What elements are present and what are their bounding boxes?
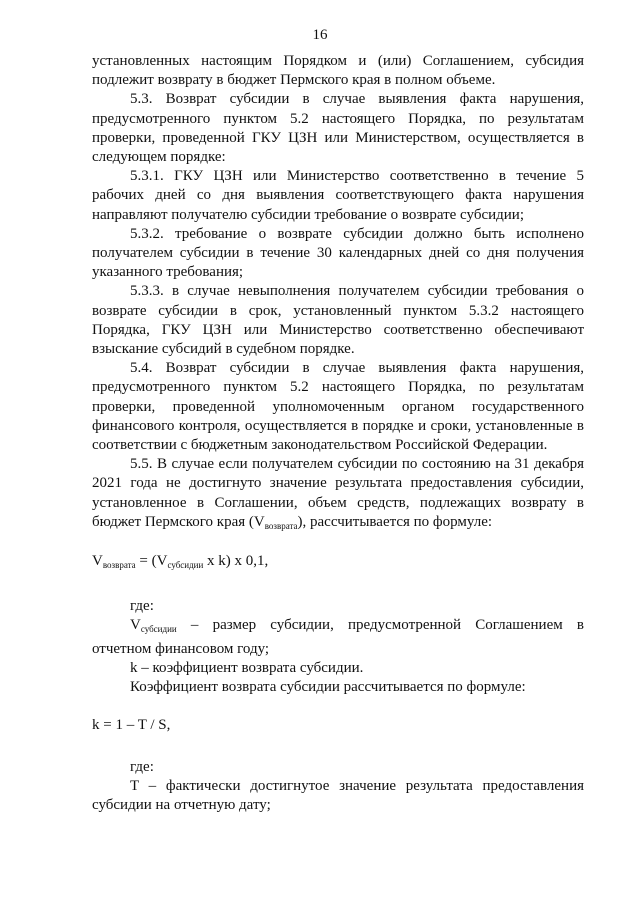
definition-k: k – коэффициент возврата субсидии.	[130, 659, 364, 676]
where-label-2: где:	[130, 758, 154, 775]
where-label-1: где:	[130, 598, 154, 615]
coefficient-intro: Коэффициент возврата субсидии рассчитывается по формуле:	[130, 679, 526, 696]
definition-t: T – фактически достигнутое значение результата предоставления субсидии на отчетную дату;	[92, 777, 584, 813]
paragraph-5-5	[92, 455, 584, 536]
definition-v-subsidy: $V_{субсидии}$ – размер субсидии, предусмотренной Соглашением в отчетном финансовом году;	[92, 617, 584, 657]
page-number: 16	[312, 27, 328, 43]
formula-coefficient: k = 1 – T / S,	[92, 717, 171, 734]
paragraph-5-3-3: 5.3.3. в случае невыполнения получателем субсидии требования о возврате субсидии в срок, установленный пунктом 5.3.2 настоящего Порядка, ГКУ ЦЗН или Министерство соответственно обеспечивают взыскание субсидий в судебном порядке.	[92, 283, 584, 358]
document-body	[92, 52, 584, 815]
paragraph-continuation: установленных настоящим Порядком и (или) Соглашением, субсидия подлежит возврату в бюджет Пермского края в полном объеме.	[92, 53, 584, 89]
paragraph-5-3-1: 5.3.1. ГКУ ЦЗН или Министерство соответственно в течение 5 рабочих дней со дня выявления соответствующего факта нарушения направляют получателю субсидии требование о возврате субсидии;	[92, 168, 584, 223]
paragraph-5-3: 5.3. Возврат субсидии в случае выявления факта нарушения, предусмотренного пунктом 5.2 настоящего Порядка, по результатам проверки, проведенной ГКУ ЦЗН или Министерством, осуществляется в следующем порядке:	[92, 91, 584, 166]
paragraph-5-5-text: 5.5. В случае если получателем субсидии по состоянию на 31 декабря 2021 года не достигнуто значение результата предоставления субсидии, установленное в Соглашении, объем средств, подлежащих возврату в бюджет Пермского края (V	[92, 456, 584, 530]
paragraph-5-4: 5.4. Возврат субсидии в случае выявления факта нарушения, предусмотренного пунктом 5.2 настоящего Порядка, по результатам проверки, проведенной уполномоченным органом государственного финансового контроля, осуществляется в порядке и сроки, установленные в соответствии с бюджетным законодательством Российской Федерации.	[92, 360, 584, 454]
v-return-subscript: возврата	[264, 520, 298, 531]
formula-return-volume: $V_{возврата} = (V_{субсидии}$ x k) x 0,1,	[92, 553, 269, 571]
paragraph-5-5-tail: ), рассчитывается по формуле:	[297, 513, 493, 530]
paragraph-5-3-2: 5.3.2. требование о возврате субсидии должно быть исполнено получателем субсидии в течение 30 календарных дней со дня получения указанного требования;	[92, 225, 584, 281]
